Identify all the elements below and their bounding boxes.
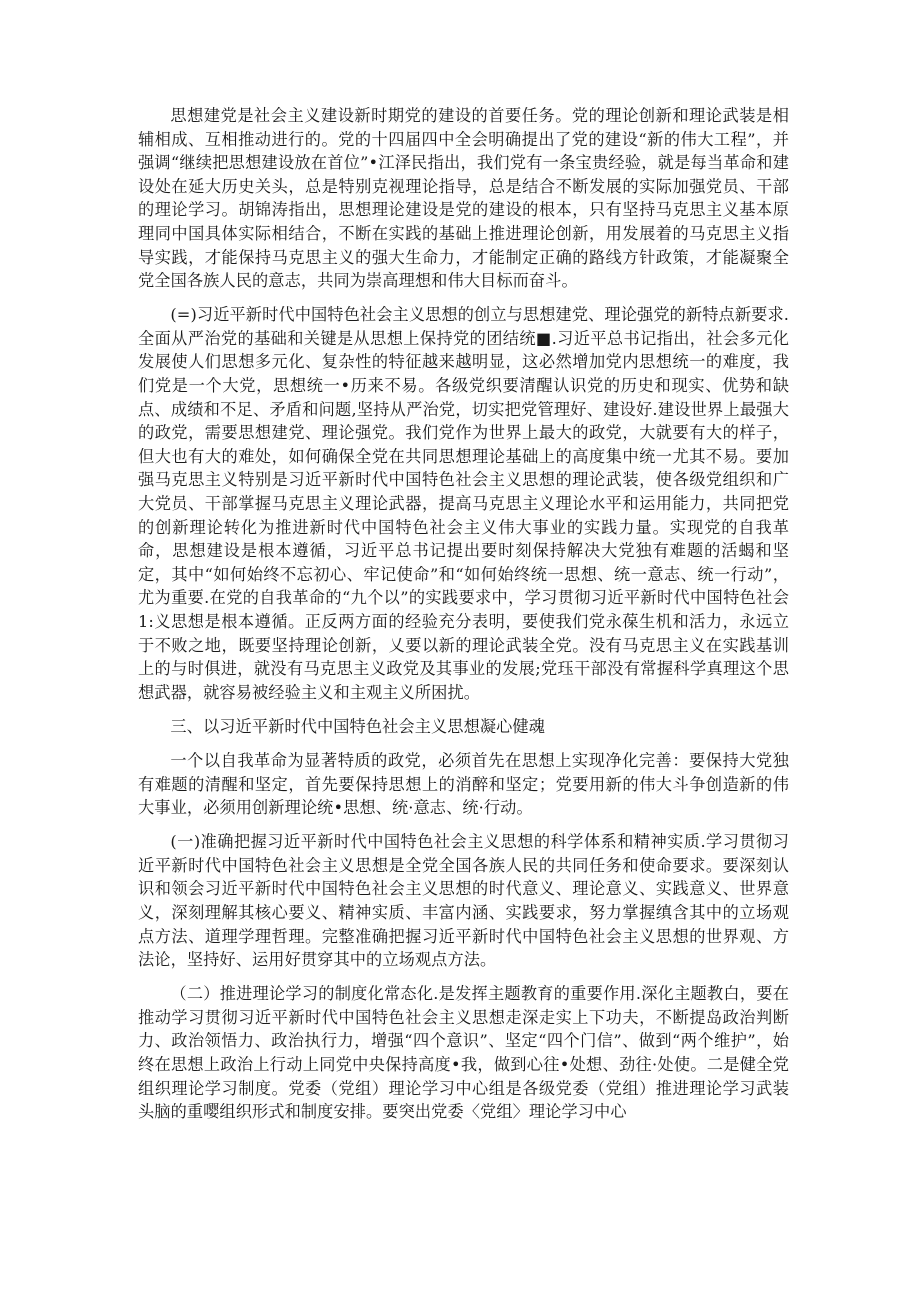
section-heading-three: 三、以习近平新时代中国特色社会主义思想凝心健魂 [170, 716, 546, 736]
paragraph-new-requirements: (=)习近平新时代中国特色社会主义思想的创立与思想建党、理论强党的新特点新要求.全面从严治党的基础和关键是从思想上保持党的团结统■.习近平总书记指出，社会多元化发展使人们思想多元化、复杂性的特征越来越明显，这必然增加党内思想统一的难度，我们党是一个大党，思想统一•历来不易。各级党织要清醒认识党的历史和现实、优势和缺点、成绩和不足、矛盾和问题,坚持从严治党，切实把党管理好、建设好.建设世界上最强大的政党，需要思想建党、理论强党。我们党作为世界上最大的政党，大就要有大的样子，但大也有大的难处，如何确保全党在共同思想理论基础上的高度集中统一尤其不易。要加强马克思主义特别是习近平新时代中国特色社会主义思想的理论武装，使各级党组织和广大党员、干部掌握马克思主义理论武器，提高马克思主义理论水平和运用能力，共同把党的创新理论转化为推进新时代中国特色社会主义伟大事业的实践力量。实现党的自我革命，思想建设是根本遵循，习近平总书记提出要时刻保持解决大党独有难题的活蝎和坚定，其中“如何始终不忘初心、牢记使命”和“如何始终统一思想、统一意志、统一行动”，尤为重要.在党的自我革命的“九个以”的实践要求中，学习贯彻习近平新时代中国特色社会1:义思想是根本遵循。正反两方面的经验充分表明，要使我们党永葆生机和活力，永远立于不败之地，既要坚持理论创新，乂要以新的理论武装全党。没有马克思主义在实践基训上的与时俱进，就没有马克思主义政党及其事业的发展;党珏干部没有常握科学真理这个思想武器，就容易被经验主义和主观主义所困扰。 [138, 305, 789, 702]
paragraph-intro: 思想建党是社会主义建设新时期党的建设的首要任务。党的理论创新和理论武装是相辅相成、互相推动进行的。党的十四届四中全会明确提出了党的建设“新的伟大工程”，并强调“继续把思想建设放在首位”•江泽民指出，我们党有一条宝贵经验，就是每当革命和建设处在延大历史关头，总是特别克视理论指导，总是结合不断发展的实际加强党员、干部的理论学习。胡锦涛指出，思想理论建设是党的建设的根本，只有坚持马克思主义基本原理同中国具体实际相结合，不断在实践的基础上推进理论创新，用发展着的马克思主义指导实践，才能保持马克思主义的强大生命力，才能制定正确的路线方针政策，才能凝聚全党全国各族人民的意志，共同为崇高理想和伟大目标而奋斗。 [138, 106, 789, 291]
paragraph-self-revolution: 一个以自我革命为显著特质的政党，必须首先在思想上实现净化完善：要保持大党独有难题的清醒和坚定，首先要保持思想上的消醉和坚定；党要用新的伟大斗争创造新的伟大事业，必须用创新理论统•思想、统·意志、统·行动。 [138, 750, 789, 818]
paragraph-scientific-system: (一)准确把握习近平新时代中国特色社会主义思想的科学体系和精神实质.学习贯彻习近平新时代中国特色社会主义思想是全党全国各族人民的共同任务和使命要求。要深刻认识和领会习近平新时代中国特色社会主义思想的时代意义、理论意义、实践意义、世界意义，深刻理解其核心要义、精神实质、丰富内涵、实践要求，努力掌握缜含其中的立场观点方法、道理学理哲理。完整准确把握习近平新时代中国特色社会主义思想的世界观、方法论，坚持好、运用好贯穿其中的立场观点方法。 [138, 832, 789, 970]
paragraph-institutionalization: （二）推进理论学习的制度化常态化.是发挥主题教育的重要作用.深化主题教白，要在推动学习贯彻习近平新时代中国特色社会主义思想走深走实上下功夫，不断提岛政治判断力、政治领悟力、政治执行力，增强“四个意识”、坚定“四个门信”、做到“两个维护”，始终在思想上政治上行动上同党中央保持高度•我，做到心往•处想、劲往·处使。二是健全党组织理论学习制度。党委（党组）理论学习中心组是各级党委（党组）推进理论学习武装头脑的重嘤组织形式和制度安排。要突出党委〈党组〉理论学习中心 [138, 984, 789, 1122]
document-body [138, 104, 789, 1134]
